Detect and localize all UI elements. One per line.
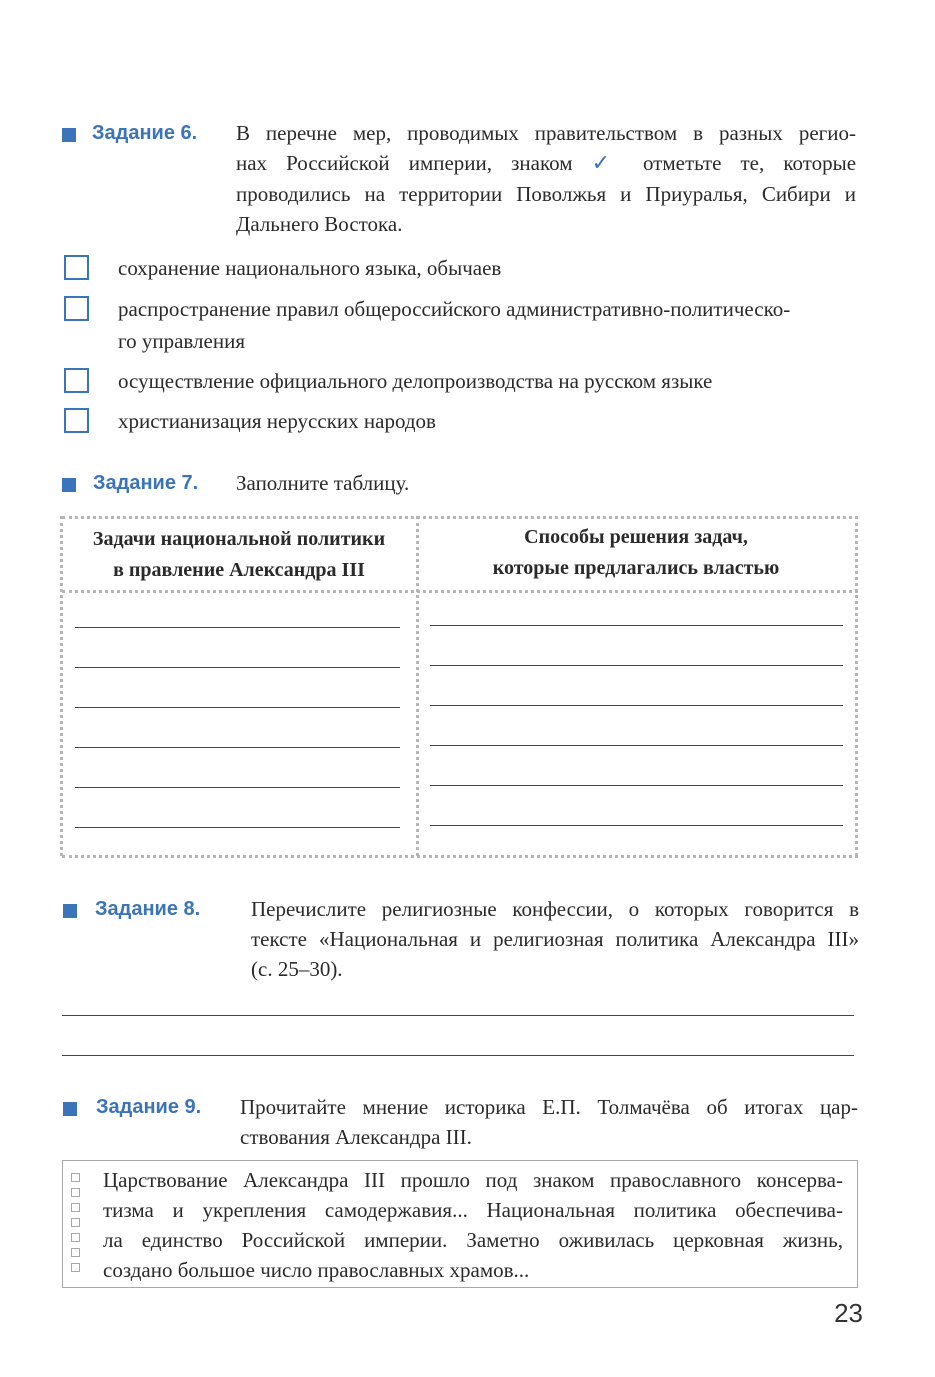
task6-marker (62, 128, 76, 142)
option-text-1: сохранение национального языка, обычаев (118, 256, 502, 280)
task8-line-2: тексте «Национальная и религиозная политика Александра III» (251, 927, 859, 951)
task9-line-1: Прочитайте мнение историка Е.П. Толмачёва об итогах цар- (240, 1095, 858, 1119)
task7-marker (62, 478, 76, 492)
check-mark-icon: ✓ (591, 151, 624, 176)
table-border-bottom (62, 855, 858, 858)
task6-text (236, 118, 856, 239)
col2-write-line-3[interactable] (430, 705, 843, 706)
col1-write-line-2[interactable] (75, 667, 400, 668)
table-header-col2-line1: Способы решения задач, (524, 526, 748, 548)
col1-write-line-3[interactable] (75, 707, 400, 708)
col2-write-line-2[interactable] (430, 665, 843, 666)
task7-text: Заполните таблицу. (236, 471, 410, 495)
table-border-top (62, 516, 858, 519)
task8-line-1: Перечислите религиозные конфессии, о которых говорится в (251, 897, 859, 921)
option-checkbox-3[interactable] (64, 368, 89, 393)
quote-text (103, 1165, 843, 1285)
task8-text (251, 894, 859, 984)
quote-line-1: Царствование Александра III прошло под знаком православного консерва- (103, 1168, 843, 1192)
task9-label: Задание 9. (96, 1096, 202, 1118)
page-number: 23 (834, 1298, 863, 1328)
col2-write-line-4[interactable] (430, 745, 843, 746)
task8-write-line-1[interactable] (62, 1015, 854, 1016)
table-header-col2 (420, 522, 852, 584)
task8-write-line-2[interactable] (62, 1055, 854, 1056)
task6-line-2a: нах Российской империи, знаком (236, 151, 573, 175)
table-column-divider (416, 516, 419, 856)
col2-write-line-6[interactable] (430, 825, 843, 826)
quote-line-4: создано большое число православных храмов... (103, 1258, 530, 1282)
quote-box-decoration (71, 1173, 83, 1278)
task9-line-2: ствования Александра III. (240, 1125, 472, 1149)
task8-line-3: (с. 25–30). (251, 957, 343, 981)
col1-write-line-6[interactable] (75, 827, 400, 828)
task6-line-2b: отметьте те, которые (642, 151, 857, 175)
table-border-left (60, 516, 63, 856)
option-checkbox-4[interactable] (64, 408, 89, 433)
col1-write-line-1[interactable] (75, 627, 400, 628)
task6-line-2 (236, 148, 856, 179)
table-header-col1 (64, 524, 414, 586)
option-text-3: осуществление официального делопроизводства на русском языке (118, 369, 713, 393)
col2-write-line-5[interactable] (430, 785, 843, 786)
col2-write-line-1[interactable] (430, 625, 843, 626)
quote-line-3: ла единство Российской империи. Заметно оживилась церковная жизнь, (103, 1228, 843, 1252)
option-text-2b: го управления (118, 329, 245, 353)
task8-marker (63, 904, 77, 918)
task8-label: Задание 8. (95, 898, 201, 920)
table-header-divider (62, 590, 858, 593)
option-text-4: христианизация нерусских народов (118, 409, 436, 433)
quote-box (62, 1160, 858, 1288)
task6-line-3: проводились на территории Поволжья и Приуралья, Сибири и (236, 182, 856, 206)
task9-text (240, 1092, 858, 1152)
option-checkbox-2[interactable] (64, 296, 89, 321)
task6-line-1: В перечне мер, проводимых правительством в разных регио- (236, 121, 856, 145)
table-header-col1-line2: в правление Александра III (113, 559, 365, 581)
table-header-col1-line1: Задачи национальной политики (92, 528, 386, 550)
task6-line-4: Дальнего Востока. (236, 212, 403, 236)
col1-write-line-5[interactable] (75, 787, 400, 788)
table-border-right (855, 516, 858, 856)
task9-marker (63, 1102, 77, 1116)
table-header-col2-line2: которые предлагались властью (492, 557, 780, 579)
quote-line-2: тизма и укрепления самодержавия... Национальная политика обеспечива- (103, 1198, 843, 1222)
task6-label: Задание 6. (92, 122, 198, 144)
option-checkbox-1[interactable] (64, 255, 89, 280)
task7-label: Задание 7. (93, 472, 199, 494)
col1-write-line-4[interactable] (75, 747, 400, 748)
option-text-2a: распространение правил общероссийского административно-политическо- (118, 297, 791, 321)
